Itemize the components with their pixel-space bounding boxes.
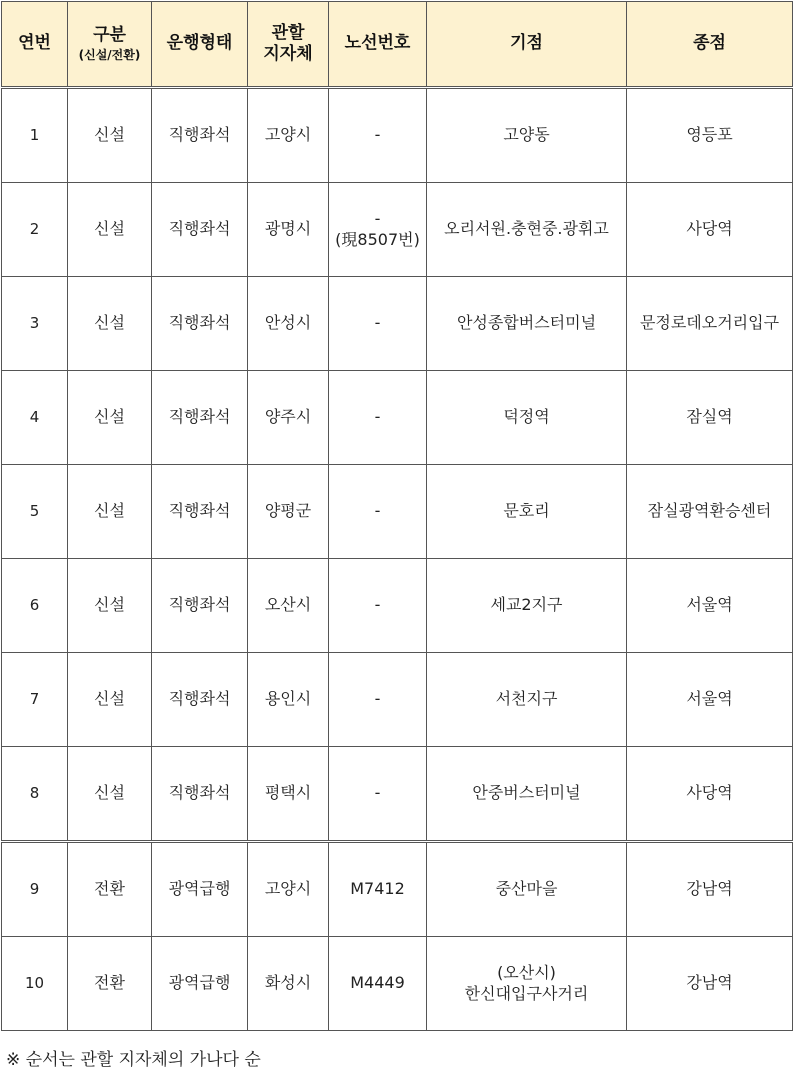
header-no: 연번 <box>2 2 68 88</box>
cell-mode-text: 광역급행 <box>168 879 231 899</box>
cell-type <box>68 653 152 747</box>
cell-destination-text: 서울역 <box>686 595 733 615</box>
cell-destination-text: 강남역 <box>686 879 733 899</box>
header-jurisdiction-line1: 관할 <box>271 22 305 43</box>
cell-type-text: 신설 <box>94 689 125 709</box>
cell-origin-text: 고양동 <box>503 125 550 145</box>
cell-type <box>68 277 152 371</box>
cell-type-text: 신설 <box>94 501 125 521</box>
cell-origin-text: 서천지구 <box>495 689 558 709</box>
cell-no-text: 8 <box>29 783 40 802</box>
cell-origin <box>427 747 627 842</box>
cell-destination-text: 영등포 <box>686 125 733 145</box>
cell-type <box>68 842 152 937</box>
cell-destination <box>627 277 793 371</box>
cell-destination-text: 사당역 <box>686 219 733 239</box>
cell-jurisdiction <box>248 842 329 937</box>
cell-mode <box>152 371 248 465</box>
cell-jurisdiction <box>248 747 329 842</box>
cell-route-no-text: - <box>374 313 381 333</box>
cell-no <box>2 88 68 183</box>
cell-jurisdiction-text: 안성시 <box>264 313 312 333</box>
cell-type-text: 전환 <box>94 879 125 899</box>
cell-type <box>68 465 152 559</box>
cell-jurisdiction-text: 고양시 <box>264 879 312 899</box>
cell-origin <box>427 465 627 559</box>
cell-mode-text: 직행좌석 <box>168 313 231 333</box>
cell-type-text: 신설 <box>94 125 125 145</box>
cell-jurisdiction <box>248 653 329 747</box>
header-destination: 종점 <box>627 2 793 88</box>
cell-route-no-text: (現8507번) <box>335 229 420 249</box>
cell-no <box>2 465 68 559</box>
cell-no <box>2 183 68 277</box>
table-body <box>2 88 793 1031</box>
cell-route-no-text: M7412 <box>350 879 405 899</box>
cell-origin-text: 안중버스터미널 <box>472 783 581 803</box>
cell-mode <box>152 559 248 653</box>
cell-no <box>2 842 68 937</box>
cell-destination <box>627 88 793 183</box>
header-type-label: 구분 <box>93 25 126 46</box>
header-mode: 운행형태 <box>152 2 248 88</box>
cell-destination-text: 문정로데오거리입구 <box>639 313 780 333</box>
cell-mode-text: 광역급행 <box>168 973 231 993</box>
cell-no <box>2 937 68 1031</box>
cell-no <box>2 277 68 371</box>
cell-route-no-text: - <box>374 595 381 615</box>
cell-type <box>68 559 152 653</box>
cell-route-no-text: - <box>374 407 381 427</box>
cell-route-no <box>329 88 427 183</box>
cell-destination <box>627 842 793 937</box>
cell-no-text: 9 <box>29 879 40 898</box>
cell-route-no-text: - <box>374 125 381 145</box>
cell-route-no <box>329 277 427 371</box>
header-type-sub: (신설/전환) <box>78 47 141 62</box>
cell-jurisdiction <box>248 371 329 465</box>
cell-origin <box>427 653 627 747</box>
cell-route-no <box>329 747 427 842</box>
cell-mode-text: 직행좌석 <box>168 689 231 709</box>
cell-mode <box>152 88 248 183</box>
cell-route-no <box>329 183 427 277</box>
cell-type <box>68 371 152 465</box>
header-type <box>68 2 152 88</box>
cell-destination-text: 잠실광역환승센터 <box>647 501 772 521</box>
cell-origin-text: 세교2지구 <box>490 595 563 615</box>
cell-jurisdiction <box>248 937 329 1031</box>
cell-no-text: 10 <box>24 973 45 992</box>
cell-mode-text: 직행좌석 <box>168 783 231 803</box>
cell-destination <box>627 653 793 747</box>
cell-no-text: 3 <box>29 313 40 332</box>
table-row <box>2 653 793 747</box>
cell-jurisdiction <box>248 559 329 653</box>
cell-type <box>68 747 152 842</box>
bus-route-table <box>1 1 793 1031</box>
cell-jurisdiction <box>248 88 329 183</box>
cell-route-no <box>329 559 427 653</box>
table-row <box>2 842 793 937</box>
footnote: ※ 순서는 관할 지자체의 가나다 순 <box>6 1050 261 1070</box>
cell-route-no <box>329 842 427 937</box>
table-header <box>2 2 793 88</box>
cell-origin <box>427 183 627 277</box>
cell-jurisdiction-text: 양주시 <box>264 407 312 427</box>
cell-jurisdiction-text: 용인시 <box>264 689 312 709</box>
header-jurisdiction <box>248 2 329 88</box>
cell-no <box>2 747 68 842</box>
cell-destination <box>627 747 793 842</box>
cell-no <box>2 653 68 747</box>
cell-no-text: 2 <box>29 219 40 238</box>
cell-mode-text: 직행좌석 <box>168 407 231 427</box>
cell-mode-text: 직행좌석 <box>168 219 231 239</box>
cell-route-no-text: - <box>374 501 381 521</box>
cell-no-text: 6 <box>29 595 40 614</box>
cell-origin <box>427 842 627 937</box>
cell-type-text: 신설 <box>94 219 125 239</box>
cell-jurisdiction-text: 광명시 <box>264 219 312 239</box>
cell-no <box>2 371 68 465</box>
cell-origin <box>427 937 627 1031</box>
cell-type <box>68 937 152 1031</box>
table-row <box>2 465 793 559</box>
cell-jurisdiction <box>248 277 329 371</box>
table-row <box>2 371 793 465</box>
cell-origin <box>427 371 627 465</box>
cell-mode <box>152 842 248 937</box>
cell-route-no-text: - <box>374 783 381 803</box>
cell-type <box>68 183 152 277</box>
cell-origin <box>427 88 627 183</box>
table-row <box>2 747 793 842</box>
cell-jurisdiction-text: 화성시 <box>264 973 312 993</box>
cell-destination <box>627 465 793 559</box>
cell-destination-text: 잠실역 <box>686 407 733 427</box>
table-row <box>2 559 793 653</box>
cell-route-no <box>329 465 427 559</box>
cell-route-no <box>329 653 427 747</box>
cell-route-no-text: - <box>374 208 381 228</box>
cell-jurisdiction <box>248 183 329 277</box>
cell-mode <box>152 653 248 747</box>
cell-no-text: 1 <box>29 125 40 144</box>
cell-origin-text: 안성종합버스터미널 <box>456 313 597 333</box>
cell-jurisdiction-text: 고양시 <box>264 125 312 145</box>
cell-origin <box>427 277 627 371</box>
cell-no-text: 5 <box>29 501 40 520</box>
cell-route-no <box>329 937 427 1031</box>
cell-mode-text: 직행좌석 <box>168 125 231 145</box>
cell-mode-text: 직행좌석 <box>168 501 231 521</box>
cell-origin <box>427 559 627 653</box>
cell-type <box>68 88 152 183</box>
cell-origin-text: 덕정역 <box>503 407 550 427</box>
table-row <box>2 277 793 371</box>
cell-origin-text: 한신대입구사거리 <box>464 983 589 1003</box>
cell-destination <box>627 183 793 277</box>
cell-type-text: 신설 <box>94 407 125 427</box>
cell-destination-text: 강남역 <box>686 973 733 993</box>
cell-mode <box>152 747 248 842</box>
cell-jurisdiction-text: 오산시 <box>264 595 312 615</box>
table-row <box>2 937 793 1031</box>
cell-mode <box>152 937 248 1031</box>
cell-jurisdiction <box>248 465 329 559</box>
cell-origin-text: 오리서원.충현중.광휘고 <box>444 219 609 239</box>
cell-destination-text: 서울역 <box>686 689 733 709</box>
cell-route-no-text: M4449 <box>350 973 405 993</box>
cell-mode-text: 직행좌석 <box>168 595 231 615</box>
cell-mode <box>152 183 248 277</box>
cell-destination <box>627 559 793 653</box>
cell-jurisdiction-text: 양평군 <box>264 501 312 521</box>
cell-route-no <box>329 371 427 465</box>
cell-origin-text: 중산마을 <box>495 879 558 899</box>
table-row <box>2 183 793 277</box>
cell-route-no-text: - <box>374 689 381 709</box>
cell-destination-text: 사당역 <box>686 783 733 803</box>
cell-type-text: 전환 <box>94 973 125 993</box>
cell-type-text: 신설 <box>94 783 125 803</box>
cell-mode <box>152 465 248 559</box>
cell-origin-text: (오산시) <box>497 962 556 982</box>
cell-no-text: 7 <box>29 689 40 708</box>
cell-no <box>2 559 68 653</box>
cell-no-text: 4 <box>29 407 40 426</box>
cell-type-text: 신설 <box>94 313 125 333</box>
table-row <box>2 88 793 183</box>
header-jurisdiction-line2: 지자체 <box>263 44 313 64</box>
header-route-no: 노선번호 <box>329 2 427 88</box>
cell-destination <box>627 371 793 465</box>
cell-origin-text: 문호리 <box>503 501 550 521</box>
cell-mode <box>152 277 248 371</box>
cell-jurisdiction-text: 평택시 <box>264 783 312 803</box>
header-origin: 기점 <box>427 2 627 88</box>
cell-type-text: 신설 <box>94 595 125 615</box>
cell-destination <box>627 937 793 1031</box>
